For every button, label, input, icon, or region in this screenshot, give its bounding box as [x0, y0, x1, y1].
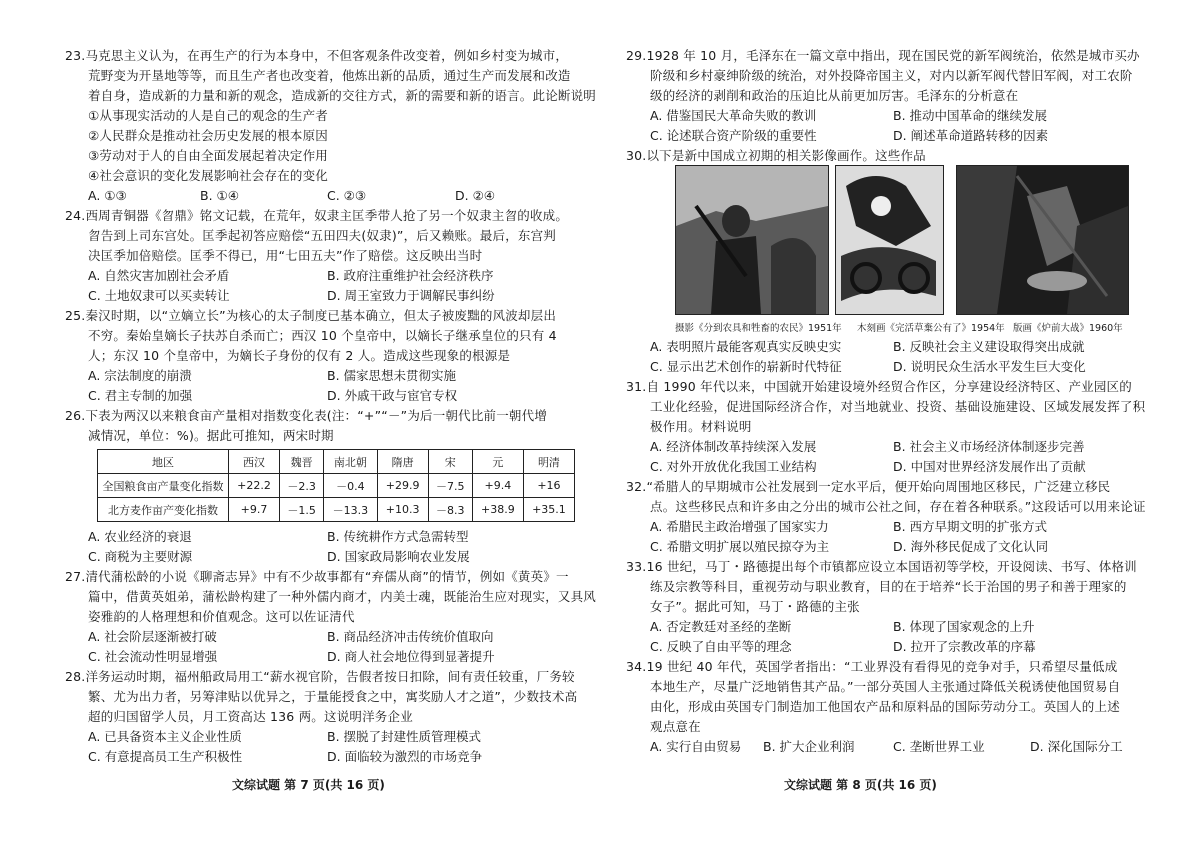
- q25-stem-line2: 不穷。秦始皇嫡长子扶苏自杀而亡；西汉 10 个皇帝中，以嫡长子继承皇位的只有 4: [88, 328, 557, 343]
- q32-option-a[interactable]: A. 希腊民主政治增强了国家实力: [650, 519, 829, 534]
- q30-option-a[interactable]: A. 表明照片最能客观真实反映史实: [650, 339, 842, 354]
- q34-stem-line2: 本地生产，尽量广泛地销售其产品。”一部分英国人主张通过降低关税诱使他国贸易自: [650, 679, 1121, 694]
- table-header-cell: 隋唐: [377, 450, 428, 474]
- q34-option-b[interactable]: B. 扩大企业利润: [763, 739, 855, 754]
- q28-stem-line3: 超的归国留学人员，月工资高达 136 两。这说明洋务企业: [88, 709, 413, 724]
- q32-stem-line1: 32.“希腊人的早期城市公社发展到一定水平后，便开始向周围地区移民，广泛建立移民: [626, 479, 1111, 494]
- q31-option-d[interactable]: D. 中国对世界经济发展作出了贡献: [893, 459, 1086, 474]
- q34-option-d[interactable]: D. 深化国际分工: [1030, 739, 1123, 754]
- table-row: [98, 498, 575, 522]
- table-header-cell: 西汉: [229, 450, 280, 474]
- q28-stem-line2: 繁、尤为出力者，另筹津贴以优异之，于量能授食之中，寓奖励人才之道”，少数技术高: [88, 689, 578, 704]
- q33-stem-line2: 练及宗教等科目，重视劳动与职业教育，目的在于培养“长于治国的男子和善于理家的: [650, 579, 1127, 594]
- q23-option-b[interactable]: B. ①④: [200, 188, 239, 203]
- q31-stem-line3: 极作用。材料说明: [650, 419, 752, 434]
- q23-option-c[interactable]: C. ②③: [327, 188, 367, 203]
- table-cell: －8.3: [428, 498, 472, 522]
- q24-option-a[interactable]: A. 自然灾害加剧社会矛盾: [88, 268, 230, 283]
- q33-option-a[interactable]: A. 否定教廷对圣经的垄断: [650, 619, 792, 634]
- q30-image-strip: [675, 165, 1127, 317]
- q28-option-d[interactable]: D. 面临较为激烈的市场竞争: [327, 749, 483, 764]
- farmer-photo-image: [675, 165, 829, 315]
- q23-option-a[interactable]: A. ①③: [88, 188, 127, 203]
- table-cell: －0.4: [324, 474, 377, 498]
- q33-stem-line3: 女子”。据此可知，马丁・路德的主张: [650, 599, 860, 614]
- q23-option-d[interactable]: D. ②④: [455, 188, 495, 203]
- print-furnace-image: [956, 165, 1129, 315]
- q30-caption-1: 摄影《分到农具和牲畜的农民》1951年: [675, 323, 842, 334]
- page-footer-left: 文综试题 第 7 页(共 16 页): [232, 778, 385, 792]
- q33-option-d[interactable]: D. 拉开了宗教改革的序幕: [893, 639, 1036, 654]
- q27-stem-line3: 姿雅韵的人格理想和价值观念。这可以佐证清代: [88, 609, 355, 624]
- right-page: [600, 0, 1200, 849]
- table-header-cell: 元: [472, 450, 523, 474]
- q26-stem-line1: 26.下表为两汉以来粮食亩产量相对指数变化表(注：“+”“－”为后一朝代比前一朝代增: [65, 408, 548, 423]
- table-header-cell: 南北朝: [324, 450, 377, 474]
- q30-stem-line1: 30.以下是新中国成立初期的相关影像画作。这些作品: [626, 148, 926, 163]
- q30-caption-2: 木刻画《完活草棄公有了》1954年: [857, 323, 1005, 334]
- q32-stem-line2: 点。这些移民点和许多由之分出的城市公社之间，存在着各种联系。”这段话可以用来论证: [650, 499, 1146, 514]
- q31-option-a[interactable]: A. 经济体制改革持续深入发展: [650, 439, 817, 454]
- woodcut-print-image: [835, 165, 944, 315]
- q27-option-a[interactable]: A. 社会阶层逐渐被打破: [88, 629, 217, 644]
- table-cell: +9.7: [229, 498, 280, 522]
- q30-option-d[interactable]: D. 说明民众生活水平发生巨大变化: [893, 359, 1086, 374]
- q26-option-d[interactable]: D. 国家政局影响农业发展: [327, 549, 470, 564]
- q27-option-d[interactable]: D. 商人社会地位得到显著提升: [327, 649, 495, 664]
- q31-stem-line2: 工业化经验，促进国际经济合作，对当地就业、投资、基础设施建设、区域发展发挥了积: [650, 399, 1146, 414]
- table-cell: －1.5: [280, 498, 324, 522]
- q23-item-1: ①从事现实活动的人是自己的观念的生产者: [88, 108, 329, 123]
- q26-option-c[interactable]: C. 商税为主要财源: [88, 549, 193, 564]
- q23-stem-line2: 荒野变为开垦地等等，而且生产者也改变着，他炼出新的品质，通过生产而发展和改造: [88, 68, 571, 83]
- q27-stem-line2: 篇中，借黄英姐弟，蒲松龄构建了一种外儒内商才，内美士魂，既能治生应对现实，又具风: [88, 589, 597, 604]
- q25-option-b[interactable]: B. 儒家思想未贯彻实施: [327, 368, 457, 383]
- table-cell: －13.3: [324, 498, 377, 522]
- q24-option-b[interactable]: B. 政府注重维护社会经济秩序: [327, 268, 494, 283]
- table-cell: －2.3: [280, 474, 324, 498]
- q29-stem-line3: 级的经济的剥削和政治的压迫比从前更加厉害。毛泽东的分析意在: [650, 88, 1019, 103]
- q34-stem-line3: 由化，形成由英国专门制造加工他国农产品和原料品的国际劳动分工。英国人的上述: [650, 699, 1120, 714]
- table-cell: +9.4: [472, 474, 523, 498]
- q26-data-table: [97, 449, 575, 522]
- q29-option-d[interactable]: D. 阐述革命道路转移的因素: [893, 128, 1049, 143]
- q28-stem-line1: 28.洋务运动时期，福州船政局用工“薪水视官阶，告假者按日扣除，间有责任较重，厂务较: [65, 669, 575, 684]
- table-cell: +22.2: [229, 474, 280, 498]
- q25-option-c[interactable]: C. 君主专制的加强: [88, 388, 193, 403]
- q28-option-c[interactable]: C. 有意提高员工生产积极性: [88, 749, 243, 764]
- q29-stem-line1: 29.1928 年 10 月，毛泽东在一篇文章中指出，现在国民党的新军阀统治，依然是城市买办: [626, 48, 1140, 63]
- q32-option-b[interactable]: B. 西方早期文明的扩张方式: [893, 519, 1048, 534]
- table-cell: +16: [523, 474, 574, 498]
- table-cell: +35.1: [523, 498, 574, 522]
- q27-option-b[interactable]: B. 商品经济冲击传统价值取向: [327, 629, 494, 644]
- table-cell: +10.3: [377, 498, 428, 522]
- q27-option-c[interactable]: C. 社会流动性明显增强: [88, 649, 218, 664]
- q28-option-a[interactable]: A. 已具备资本主义企业性质: [88, 729, 242, 744]
- table-cell: －7.5: [428, 474, 472, 498]
- q24-option-d[interactable]: D. 周王室致力于调解民事纠纷: [327, 288, 495, 303]
- q30-caption-3: 版画《炉前大战》1960年: [1013, 323, 1123, 334]
- q26-stem-line2: 减情况，单位：%)。据此可推知，两宋时期: [88, 428, 334, 443]
- q31-option-b[interactable]: B. 社会主义市场经济体制逐步完善: [893, 439, 1085, 454]
- q34-stem-line4: 观点意在: [650, 719, 701, 734]
- table-header-cell: 明清: [523, 450, 574, 474]
- table-row: [98, 474, 575, 498]
- table-cell: 全国粮食亩产量变化指数: [98, 474, 229, 498]
- q24-stem-line2: 曶告到上司东宫处。匡季起初答应赔偿“五田四夫(奴隶)”，后又赖账。最后，东宫判: [88, 228, 557, 243]
- q25-stem-line1: 25.秦汉时期，以“立嫡立长”为核心的太子制度已基本确立，但太子被废黜的风波却层出: [65, 308, 557, 323]
- q24-stem-line3: 决匡季加倍赔偿。匡季不得已，用“七田五夫”作了赔偿。这反映出当时: [88, 248, 483, 263]
- q33-stem-line1: 33.16 世纪，马丁・路德提出每个市镇都应设立本国语初等学校，开设阅读、书写、体格训: [626, 559, 1137, 574]
- q33-option-c[interactable]: C. 反映了自由平等的理念: [650, 639, 792, 654]
- q27-stem-line1: 27.清代蒲松龄的小说《聊斋志异》中有不少故事都有“弃儒从商”的情节，例如《黄英》一: [65, 569, 569, 584]
- q26-option-a[interactable]: A. 农业经济的衰退: [88, 529, 192, 544]
- q30-option-c[interactable]: C. 显示出艺术创作的崭新时代特征: [650, 359, 842, 374]
- table-header-cell: 魏晋: [280, 450, 324, 474]
- q32-option-d[interactable]: D. 海外移民促成了文化认同: [893, 539, 1049, 554]
- q34-stem-line1: 34.19 世纪 40 年代，英国学者指出：“工业界没有看得见的竞争对手，只希望尽量低成: [626, 659, 1118, 674]
- q25-option-a[interactable]: A. 宗法制度的崩溃: [88, 368, 192, 383]
- q33-option-b[interactable]: B. 体现了国家观念的上升: [893, 619, 1035, 634]
- q29-stem-line2: 阶级和乡村豪绅阶级的统治，对外投降帝国主义，对内以新军阀代替旧军阀，对工农阶: [650, 68, 1133, 83]
- table-cell: 北方麦作亩产变化指数: [98, 498, 229, 522]
- table-cell: +38.9: [472, 498, 523, 522]
- q24-option-c[interactable]: C. 土地奴隶可以买卖转让: [88, 288, 230, 303]
- table-cell: +29.9: [377, 474, 428, 498]
- q30-option-b[interactable]: B. 反映社会主义建设取得突出成就: [893, 339, 1085, 354]
- q24-stem-line1: 24.西周青铜器《曶鼎》铭文记载，在荒年，奴隶主匡季带人抢了另一个奴隶主曶的收成。: [65, 208, 569, 223]
- table-header-row: [98, 450, 575, 474]
- q28-option-b[interactable]: B. 摆脱了封建性质管理模式: [327, 729, 482, 744]
- q32-option-c[interactable]: C. 希腊文明扩展以殖民掠夺为主: [650, 539, 830, 554]
- table-header-cell: 地区: [98, 450, 229, 474]
- table-header-cell: 宋: [428, 450, 472, 474]
- page-footer-right: 文综试题 第 8 页(共 16 页): [784, 778, 937, 792]
- q34-option-c[interactable]: C. 垄断世界工业: [893, 739, 985, 754]
- q23-item-2: ②人民群众是推动社会历史发展的根本原因: [88, 128, 329, 143]
- q31-option-c[interactable]: C. 对外开放优化我国工业结构: [650, 459, 817, 474]
- q29-option-b[interactable]: B. 推动中国革命的继续发展: [893, 108, 1048, 123]
- q29-option-c[interactable]: C. 论述联合资产阶级的重要性: [650, 128, 817, 143]
- q29-option-a[interactable]: A. 借鉴国民大革命失败的教训: [650, 108, 817, 123]
- q23-stem-line1: 23.马克思主义认为，在再生产的行为本身中，不但客观条件改变着，例如乡村变为城市，: [65, 48, 569, 63]
- q23-item-3: ③劳动对于人的自由全面发展起着决定作用: [88, 148, 329, 163]
- q25-stem-line3: 人；东汉 10 个皇帝中，为嫡长子身份的仅有 2 人。造成这些现象的根源是: [88, 348, 511, 363]
- q23-item-4: ④社会意识的变化发展影响社会存在的变化: [88, 168, 329, 183]
- q31-stem-line1: 31.自 1990 年代以来，中国就开始建设境外经贸合作区，分享建设经济特区、产业园区的: [626, 379, 1132, 394]
- q23-stem-line3: 着自身，造成新的力量和新的观念，造成新的交往方式，新的需要和新的语言。此论断说明: [88, 88, 597, 103]
- q26-option-b[interactable]: B. 传统耕作方式急需转型: [327, 529, 469, 544]
- q34-option-a[interactable]: A. 实行自由贸易: [650, 739, 742, 754]
- q25-option-d[interactable]: D. 外戚干政与宦官专权: [327, 388, 458, 403]
